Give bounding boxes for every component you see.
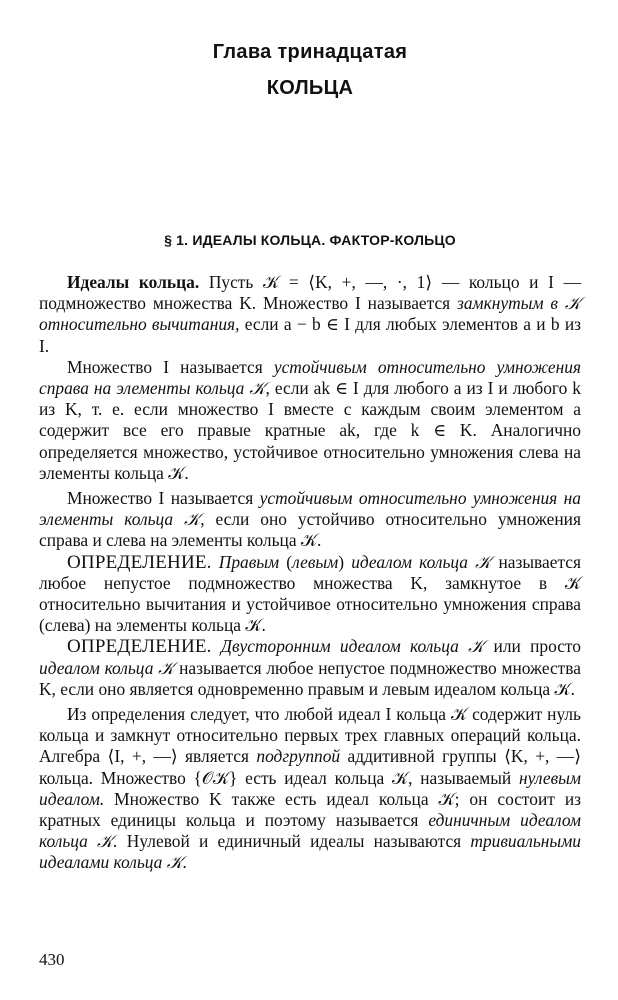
- text-run: Из определения следует, что любой идеал I кольца 𝒦 содержит нуль кольца и замкнут относительно первых трех главных операций кольца. Алгебра ⟨I, +, —⟩ является: [39, 704, 581, 767]
- italic-term: устойчивым относительно умножения на элементы кольца 𝒦: [39, 488, 581, 530]
- text-run: , если оно устойчиво относительно умножения справа и слева на элементы кольца 𝒦.: [39, 509, 581, 551]
- italic-term: устойчивым относительно умножения справа на элементы кольца 𝒦: [39, 356, 581, 399]
- italic-term: Правым: [211, 551, 280, 572]
- run-in-heading: Идеалы кольца.: [67, 272, 200, 292]
- definition-label: ОПРЕДЕЛЕНИЕ.: [67, 551, 212, 573]
- paragraph-ideals-intro: [39, 272, 581, 357]
- italic-term: тривиальными идеалами кольца 𝒦.: [39, 831, 582, 873]
- definition-one-sided-ideal: [39, 552, 581, 637]
- paragraph-consequences: [39, 704, 581, 874]
- paragraph-right-stable: [39, 357, 581, 484]
- text-run: (: [279, 551, 293, 572]
- book-page: [39, 0, 581, 1000]
- italic-term: замкнутым в 𝒦 относительно вычитания,: [39, 293, 581, 335]
- section-heading: § 1. ИДЕАЛЫ КОЛЬЦА. ФАКТОР-КОЛЬЦО: [164, 232, 456, 248]
- italic-term: идеалом кольца 𝒦: [39, 657, 175, 678]
- italic-term: левым: [292, 551, 339, 572]
- text-run: , если ak ∈ I для любого a из I и любого k из K, т. е. если множество I вместе с каждым своим элементом a содержит все его правые кратные ak, где k ∈ K. Аналогично определяется множество, устойчивое относительно умножения слева на элементы кольца 𝒦.: [39, 378, 582, 483]
- text-run: если a − b ∈ I для любых элементов a и b из I.: [39, 314, 582, 356]
- definition-label: ОПРЕДЕЛЕНИЕ.: [67, 636, 212, 658]
- text-run: Нулевой и единичный идеалы называются: [117, 831, 471, 852]
- chapter-title: Глава тринадцатая: [212, 41, 408, 63]
- chapter-subtitle: КОЛЬЦА: [266, 77, 354, 99]
- text-run: аддитивной группы ⟨K, +, —⟩ кольца. Множество {𝒪𝒦} есть идеал кольца 𝒦, называемый: [39, 746, 581, 788]
- text-run: Множество I называется: [67, 356, 274, 377]
- text-run: называется любое непустое подмножество множества K, если оно является одновременно правым и левым идеалом кольца 𝒦.: [39, 657, 581, 699]
- italic-term: подгруппой: [256, 746, 341, 767]
- page-number: 430: [39, 950, 65, 969]
- text-run: Множество I называется: [67, 488, 260, 509]
- italic-term: нулевым идеалом.: [39, 767, 581, 809]
- text-run: или просто: [484, 636, 581, 657]
- chapter-heading: [39, 34, 581, 106]
- italic-term: идеалом кольца 𝒦: [351, 551, 492, 572]
- paragraph-stable: [39, 488, 581, 552]
- italic-term: единичным идеалом кольца 𝒦.: [39, 810, 581, 852]
- italic-term: Двусторонним идеалом кольца 𝒦: [211, 636, 485, 657]
- text-run: называется любое непустое подмножество множества K, замкнутое в 𝒦 относительно вычитания и устойчивое относительно умножения справа (слева) на элементы кольца 𝒦.: [39, 551, 581, 636]
- definition-two-sided-ideal: [39, 636, 581, 700]
- text-run: ): [338, 551, 352, 572]
- text-run: Множество K также есть идеал кольца 𝒦; он состоит из кратных единицы кольца и поэтому называется: [39, 788, 581, 831]
- text-run: Пусть 𝒦 = ⟨K, +, —, ·, 1⟩ — кольцо и I — подмножество множества K. Множество I называется: [39, 272, 581, 314]
- body-text: [39, 272, 581, 874]
